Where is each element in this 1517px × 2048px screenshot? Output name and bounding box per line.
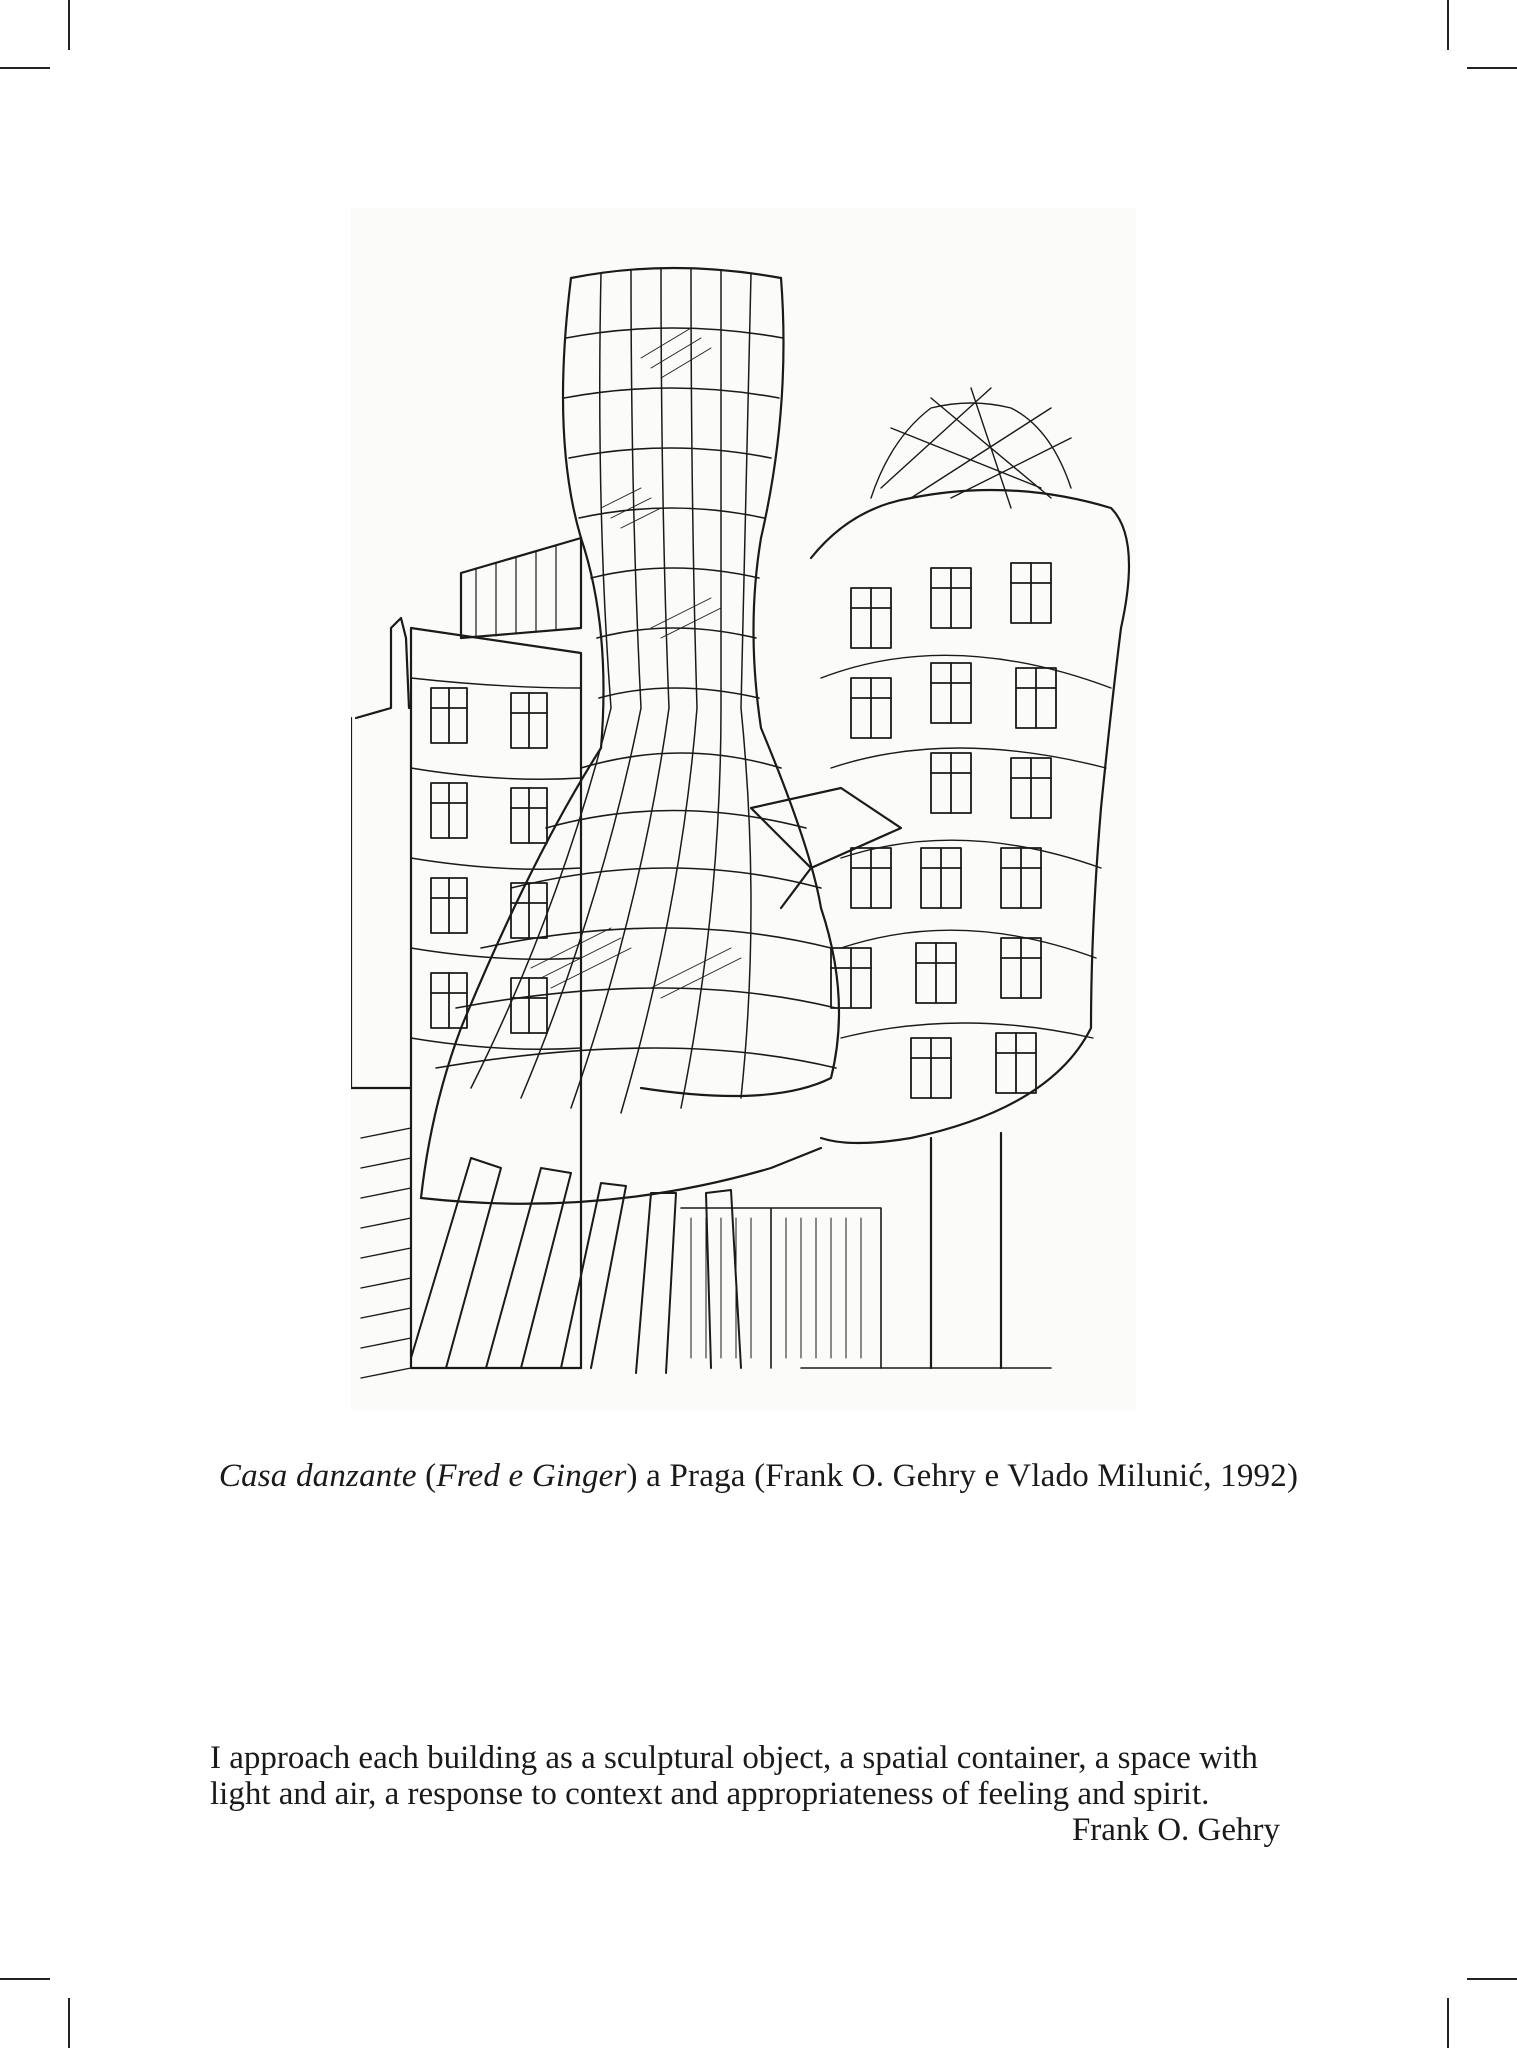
caption-title: Casa danzante xyxy=(218,1458,417,1494)
crop-mark-top-left-h xyxy=(0,67,50,69)
crop-mark-bottom-left xyxy=(68,1998,70,2048)
crop-mark-bottom-left-h xyxy=(0,1978,50,1980)
crop-mark-top-left xyxy=(68,0,70,50)
quote-line-2: light and air, a response to context and appropriateness of feeling and spirit. xyxy=(210,1776,1210,1812)
dancing-house-sketch-icon xyxy=(351,208,1136,1411)
crop-mark-top-right-h xyxy=(1467,67,1517,69)
crop-mark-top-right xyxy=(1447,0,1449,50)
caption-rest: ) a Praga (Frank O. Gehry e Vlado Milunić, 1992) xyxy=(626,1458,1299,1494)
quote-block xyxy=(210,1740,1280,1848)
crop-mark-bottom-right-h xyxy=(1467,1978,1517,1980)
crop-mark-bottom-right xyxy=(1447,1998,1449,2048)
quote-author: Frank O. Gehry xyxy=(1071,1812,1280,1848)
caption-paren: ( xyxy=(416,1458,437,1494)
figure-caption xyxy=(0,1458,1517,1495)
dancing-house-sketch xyxy=(351,208,1136,1411)
quote-line-1: I approach each building as a sculptural object, a spatial container, a space with xyxy=(210,1740,1258,1776)
caption-nickname: Fred e Ginger xyxy=(436,1458,627,1494)
